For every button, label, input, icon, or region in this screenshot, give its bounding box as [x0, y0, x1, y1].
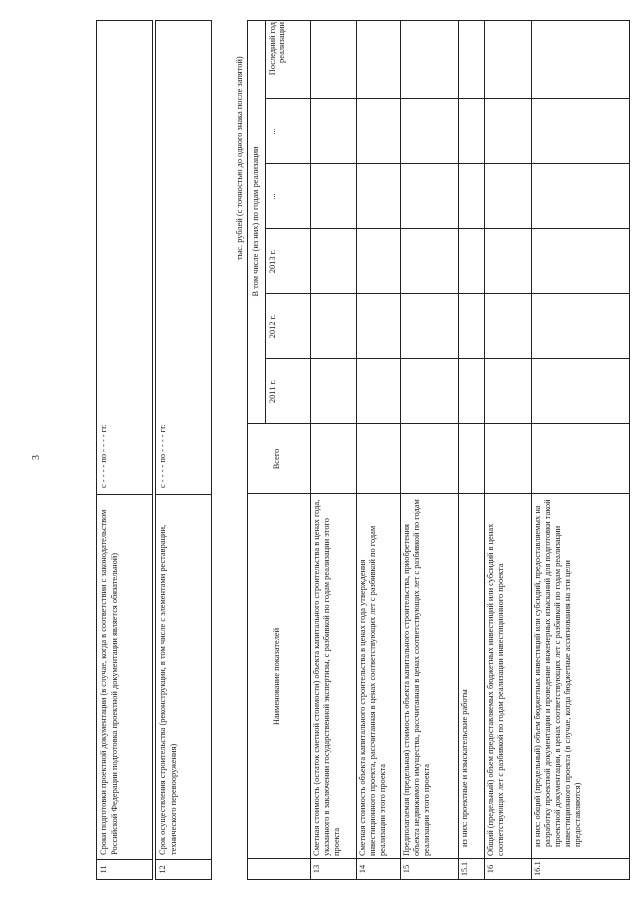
row-number: 14: [358, 864, 367, 874]
rotated-page-content: [80, 20, 630, 880]
table-row-12: [155, 20, 212, 880]
row-label: из них: общий (предельный) объем бюджетных инвестиций или субсидий, предоставляемых на разработку проектной документации и проведение инженерных изысканий для подготовки такой проектной документации, в ценах соответствующих лет с разбивкой по годам реализации инвестиционного проекта (в случае, когда бюджетные ассигнования на эти цели предоставляются): [533, 499, 582, 847]
row-number: 16: [486, 864, 495, 874]
row-label: Сроки подготовки проектной документации (в случае, когда в соответствии с законодательством Российской Федерации подготовка проектной документации является обязательной): [97, 494, 152, 859]
header-last-year: Последний год реализации: [268, 22, 286, 76]
table-row-11: [96, 20, 153, 880]
row-label: Общий (предельный) объем предоставляемых бюджетных инвестиций или субсидий в ценах соответствующих лет с разбивкой по годам реализации инвестиционного проекта: [486, 523, 505, 856]
row-number: 12: [156, 859, 211, 879]
indicators-table: [247, 20, 630, 880]
row-label: Сметная стоимость объекта капитального строительства в ценах года утверждения инвестиционного проекта, рассчитанная в ценах соответствующих лет с разбивкой по годам реализации этого проекта: [358, 525, 387, 856]
row-label: из них: проектные и изыскательские работы: [460, 689, 469, 847]
header-years-group: В том числе (из них) по годам реализации: [251, 146, 260, 297]
row-number: 16.1: [533, 861, 542, 876]
row-label: Срок осуществления строительства (реконструкции, в том числе с элементами реставрации, технического перевооружения): [156, 494, 211, 859]
row-number: 15.1: [460, 862, 469, 876]
row-value: с - - - - по - - - - гг.: [99, 424, 108, 488]
row-number: 13: [312, 864, 321, 874]
page-number: 3: [31, 455, 42, 460]
row-value: с - - - - по - - - - гг.: [158, 424, 167, 488]
row-number: 15: [402, 864, 411, 874]
row-number: 11: [97, 859, 152, 879]
header-year-2011: 2011 г.: [268, 379, 277, 404]
header-year-2012: 2012 г.: [268, 314, 277, 339]
header-year-2013: 2013 г.: [268, 249, 277, 274]
row-label: Предполагаемая (предельная) стоимость объекта капитального строительства, приобретения объекта недвижимого имущества, рассчитанная в ценах соответствующих лет с разбивкой по годам реализации этого проекта: [402, 499, 431, 856]
row-label: Сметная стоимость (остаток сметной стоимости) объекта капитального строительства в ценах года, указанного в заключении государственной экспертизы, с разбивкой по годам реализации этого проекта: [312, 499, 341, 856]
header-year-ellipsis-1: ...: [268, 193, 277, 200]
header-year-ellipsis-2: ...: [268, 128, 277, 135]
header-total: Всего: [272, 448, 281, 470]
header-name: Наименование показателей: [272, 627, 281, 726]
units-note: тыс. рублей (с точностью до одного знака после запятой): [235, 56, 244, 260]
